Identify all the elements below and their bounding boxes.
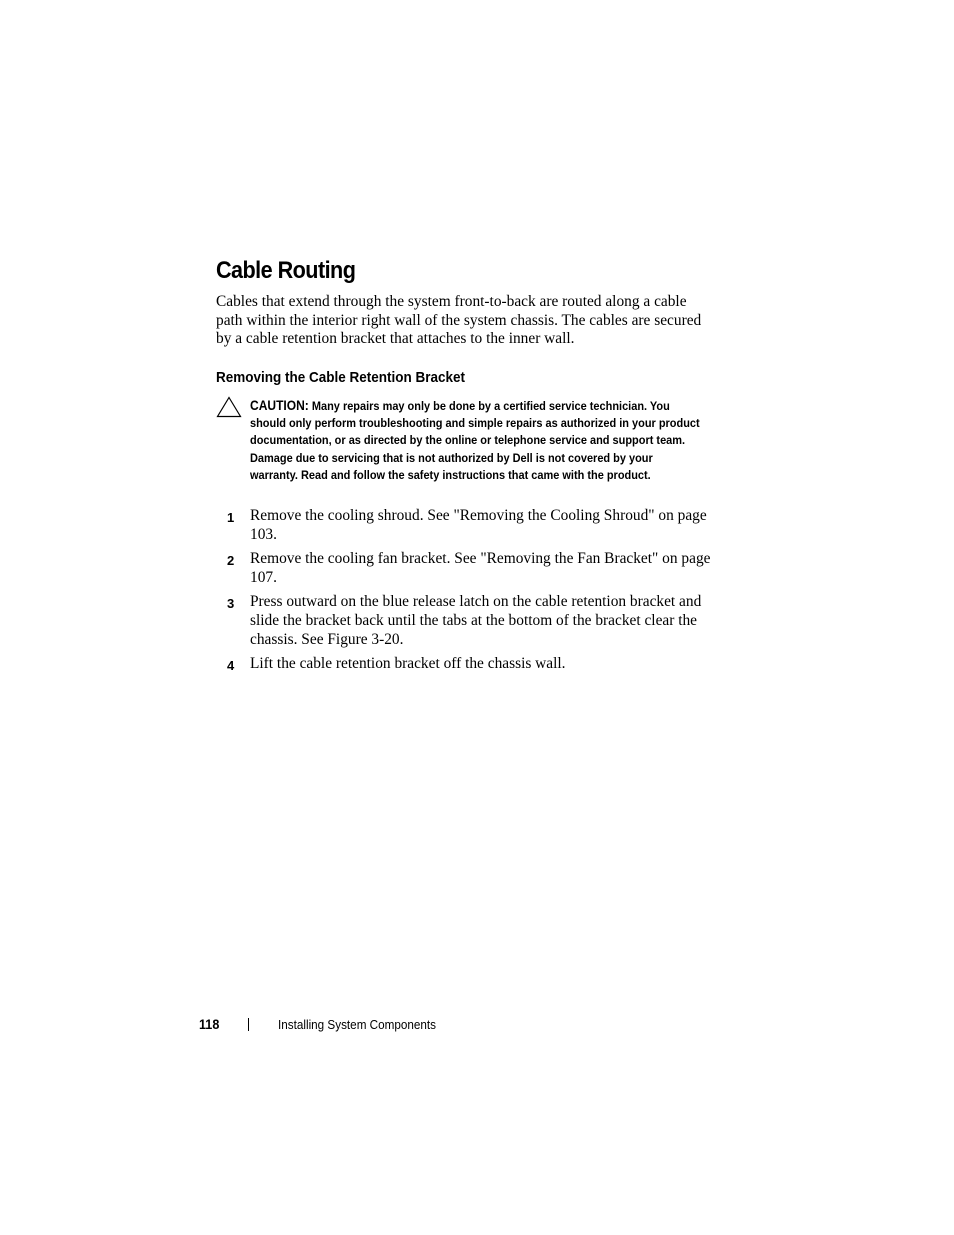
step-text: Press outward on the blue release latch on the cable retention bracket and slide the bracket back until the tabs at the bottom of the bracket clear the chassis. See Figure 3-20. [250,593,702,648]
page-title: Cable Routing [216,257,356,284]
caution-body: Many repairs may only be done by a certified service technician. You should only perform troubleshooting and simple repairs as authorized in your product documentation, or as directed by the online or telephone service and support team. Damage due to servicing that is not authorized by Dell is not covered by your warranty. Read and follow the safety instructions that came with the product. [250,399,700,482]
step-text: Remove the cooling fan bracket. See "Removing the Fan Bracket" on page 107. [250,550,711,586]
intro-paragraph: Cables that extend through the system front-to-back are routed along a cable path within the interior right wall of the system chassis. The cables are secured by a cable retention bracket that attaches to the inner wall. [216,293,702,348]
footer-divider [248,1018,249,1031]
procedure-steps [216,507,716,680]
procedure-step [216,655,716,674]
procedure-step [216,507,716,544]
warning-triangle-icon [216,396,242,418]
step-number: 2 [227,553,235,569]
page-number: 118 [199,1016,220,1032]
step-number: 1 [227,510,235,525]
section-subheading: Removing the Cable Retention Bracket [216,369,466,386]
step-text: Lift the cable retention bracket off the chassis wall. [250,655,566,673]
step-number: 3 [227,596,235,612]
caution-text [250,397,701,484]
page-footer [0,1014,954,1034]
step-text: Remove the cooling shroud. See "Removing the Cooling Shroud" on page 103. [250,507,707,543]
caution-label: CAUTION: [250,398,309,413]
step-number: 4 [227,658,235,674]
procedure-step [216,550,716,587]
footer-section-title: Installing System Components [278,1017,437,1032]
procedure-step [216,593,716,649]
